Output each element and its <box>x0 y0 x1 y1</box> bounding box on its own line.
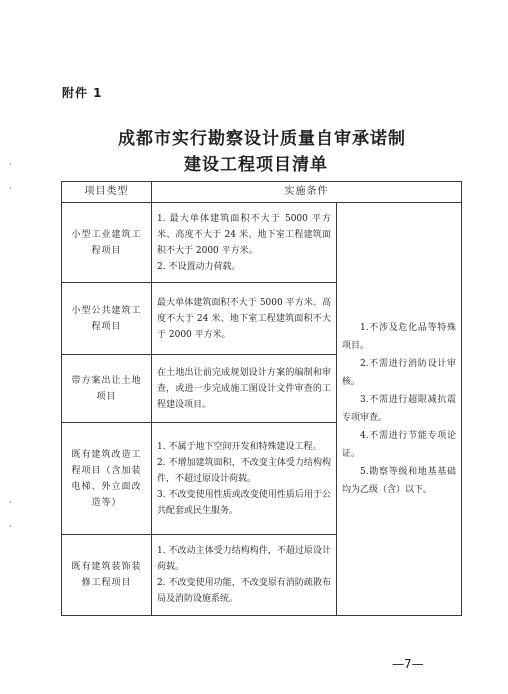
condition-item: 1. 最大单体建筑面积不大于 5000 平方米、高度不大于 24 米、地下室工程建筑面积不大于 2000 平方米。 <box>157 213 331 256</box>
common-condition-item: 5.勘察等级和地基基础均为乙级（含）以下。 <box>342 467 456 495</box>
project-type-cell: 带方案出让土地项目 <box>62 355 152 423</box>
common-condition-item: 1.不涉及危化品等特殊项目。 <box>342 323 456 351</box>
document-title-line2: 建设工程项目清单 <box>184 155 328 175</box>
condition-item: 1. 不改动主体受力结构构件，不超过原设计荷载。 <box>157 546 331 572</box>
project-list-table <box>61 181 462 616</box>
project-type-cell: 小型工业建筑工程项目 <box>62 203 152 283</box>
common-condition-item: 2.不需进行消防设计审核。 <box>342 359 456 387</box>
condition-item: 1. 不属于地下空间开发和特殊建设工程。 <box>157 441 322 452</box>
document-title-line1: 成都市实行勘察设计质量自审承诺制 <box>118 129 406 149</box>
conditions-cell <box>152 423 337 535</box>
condition-item: 2. 不改变使用功能，不改变原有消防疏散布局及消防设施系统。 <box>157 578 331 604</box>
project-type-cell: 既有建筑改造工程项目（含加装电梯、外立面改造等） <box>62 423 152 535</box>
project-type-cell: 小型公共建筑工程项目 <box>62 283 152 355</box>
condition-item: 2. 不设置动力荷载。 <box>157 261 241 272</box>
attachment-label: 附件 1 <box>62 86 103 100</box>
condition-item: 3. 不改变使用性质或改变使用性质后用于公共配套或民生服务。 <box>157 489 331 516</box>
margin-mark: · <box>9 184 12 194</box>
condition-item: 在土地出让前完成规划设计方案的编制和审查，或进一步完成施工图设计文件审查的工程建设项目。 <box>157 367 331 410</box>
table-row <box>62 203 462 283</box>
condition-item: 最大单体建筑面积不大于 5000 平方米、高度不大于 24 米、地下室工程建筑面积不大于 2000 平方米。 <box>157 297 331 340</box>
common-condition-item: 4.不需进行节能专项论证。 <box>342 431 456 459</box>
conditions-cell <box>152 203 337 283</box>
condition-item: 2. 不增加建筑面积，不改变主体受力结构构件，不超过原设计荷载。 <box>157 457 331 484</box>
conditions-cell <box>152 535 337 616</box>
common-condition-item: 3.不需进行超限减抗震专项审查。 <box>342 395 456 423</box>
header-conditions: 实施条件 <box>152 182 462 203</box>
header-project-type: 项目类型 <box>62 182 152 203</box>
table-header-row <box>62 182 462 203</box>
conditions-cell <box>152 355 337 423</box>
margin-mark: · <box>9 522 12 532</box>
conditions-cell <box>152 283 337 355</box>
margin-mark: · <box>9 498 12 508</box>
project-type-cell: 既有建筑装饰装修工程项目 <box>62 535 152 616</box>
margin-mark: · <box>9 160 12 170</box>
common-conditions-cell <box>337 203 462 616</box>
page-number: —7— <box>392 657 424 671</box>
